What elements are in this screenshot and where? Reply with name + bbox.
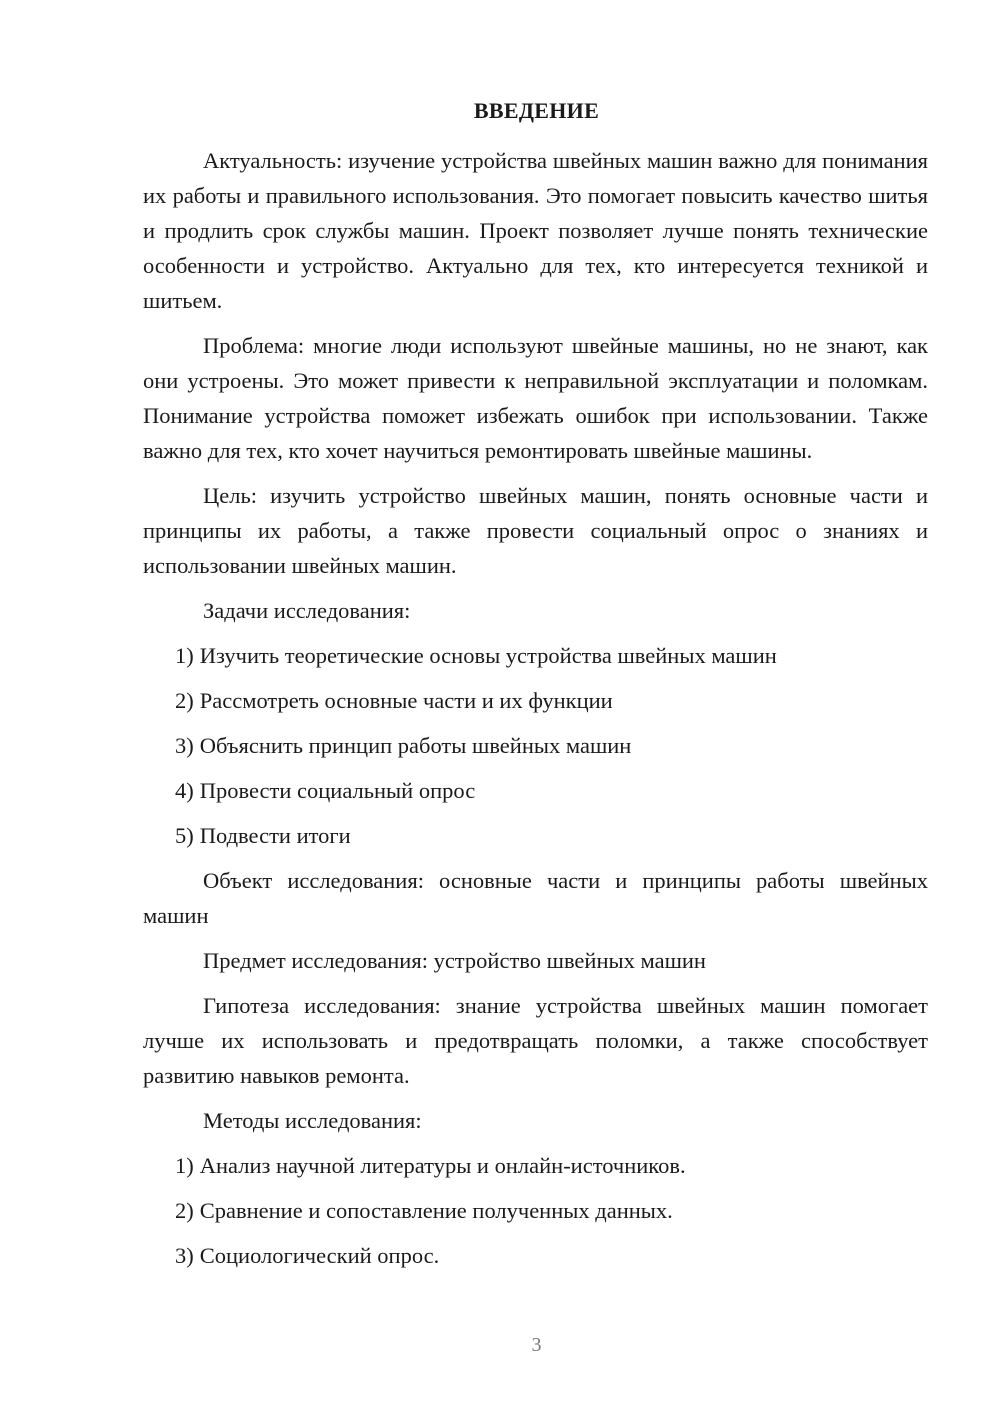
page-number: 3 [531, 1334, 542, 1356]
list-item-text: Рассмотреть основные части и их функции [199, 688, 613, 713]
problem-paragraph: Проблема: многие люди используют швейные машины, но не знают, как они устроены. Это может привести к неправильной эксплуатации и поломкам. Понимание устройства поможет избежать ошибок при использовании. Также важно для тех, кто хочет научиться ремонтировать швейные машины. [143, 333, 928, 463]
object-paragraph: Объект исследования: основные части и принципы работы швейных машин [143, 868, 928, 928]
list-item-text: Объяснить принцип работы швейных машин [199, 733, 632, 758]
list-item-number: 5) [175, 823, 194, 848]
list-item-text: Подвести итоги [199, 823, 351, 848]
subject-paragraph: Предмет исследования: устройство швейных машин [203, 948, 706, 973]
hypothesis-paragraph: Гипотеза исследования: знание устройства швейных машин помогает лучше их использовать и предотвращать поломки, а также способствует развитию навыков ремонта. [143, 993, 928, 1088]
list-item [143, 773, 928, 808]
document-body [143, 143, 928, 1283]
list-item-number: 1) [175, 1153, 194, 1178]
goal-paragraph: Цель: изучить устройство швейных машин, понять основные части и принципы их работы, а также провести социальный опрос о знаниях и использовании швейных машин. [143, 483, 928, 578]
page-title: ВВЕДЕНИЕ [473, 98, 600, 123]
list-item [143, 683, 928, 718]
list-item [143, 1238, 928, 1273]
list-item-text: Провести социальный опрос [199, 778, 476, 803]
list-item [143, 1193, 928, 1228]
list-item-number: 3) [175, 1243, 194, 1268]
list-item-number: 3) [175, 733, 194, 758]
list-item-text: Социологический опрос. [199, 1243, 440, 1268]
methods-heading: Методы исследования: [203, 1108, 422, 1133]
list-item-number: 4) [175, 778, 194, 803]
list-item [143, 1148, 928, 1183]
list-item-text: Сравнение и сопоставление полученных данных. [199, 1198, 673, 1223]
list-item-number: 2) [175, 688, 194, 713]
list-item [143, 818, 928, 853]
list-item-number: 1) [175, 643, 194, 668]
relevance-paragraph: Актуальность: изучение устройства швейных машин важно для понимания их работы и правильного использования. Это помогает повысить качество шитья и продлить срок службы машин. Проект позволяет лучше понять технические особенности и устройство. Актуально для тех, кто интересуется техникой и шитьем. [143, 148, 928, 313]
list-item-text: Изучить теоретические основы устройства швейных машин [199, 643, 777, 668]
list-item-text: Анализ научной литературы и онлайн-источников. [199, 1153, 686, 1178]
list-item-number: 2) [175, 1198, 194, 1223]
tasks-heading: Задачи исследования: [203, 598, 411, 623]
list-item [143, 728, 928, 763]
list-item [143, 638, 928, 673]
